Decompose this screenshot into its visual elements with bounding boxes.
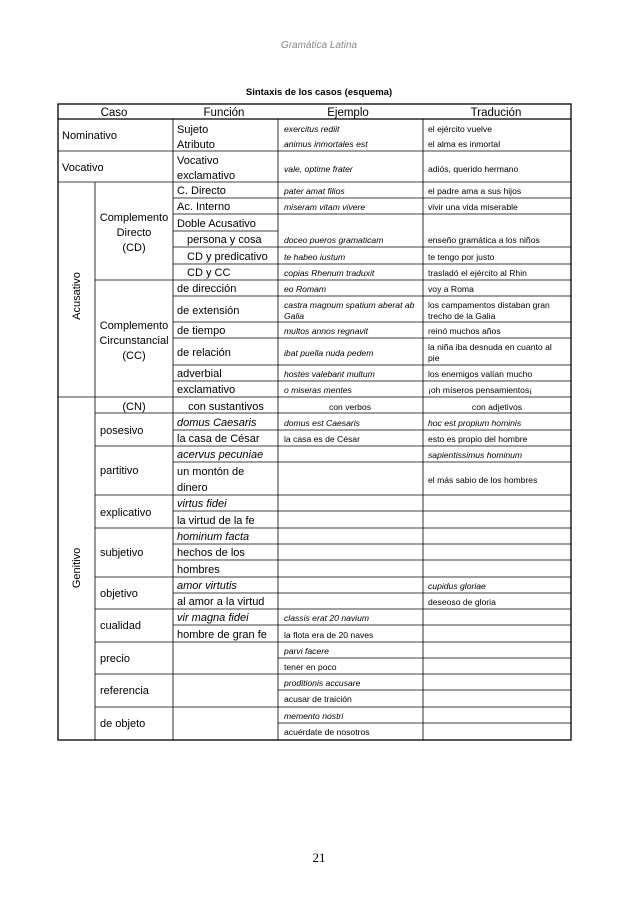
genitivo-de-objeto — [100, 711, 370, 737]
case-acusativo: Acusativo — [71, 272, 83, 320]
func-text: la virtud de la fe — [177, 515, 255, 527]
func-sujeto: Sujeto — [177, 124, 209, 136]
translation-text: cupidus gloriae — [428, 581, 486, 591]
translation-text: reinó muchos años — [428, 326, 501, 336]
subheader-verbos: con verbos — [328, 402, 372, 412]
translation-text: adiós, querido hermano — [428, 164, 519, 174]
func-text: CD y predicativo — [187, 251, 268, 263]
translation-text: ¡oh míseros pensamientos¡ — [428, 385, 533, 395]
example-text: memento nostri — [284, 711, 344, 721]
genitive-label: de objeto — [100, 718, 146, 730]
example-text: pater amat filios — [284, 186, 345, 196]
func-text: hombres — [177, 564, 220, 576]
example-text: hostes valebant multum — [284, 369, 375, 379]
translation-text: hoc est propium hominis — [428, 418, 522, 428]
col-header-traducion: Tradución — [470, 107, 522, 119]
translation-text: enseño gramática a los niños — [428, 235, 540, 245]
example-text: animus inmortales est — [284, 139, 368, 149]
translation-text: voy a Roma — [428, 284, 474, 294]
example-text: castra magnum spatium aberat ab — [284, 300, 415, 310]
example-text: te habeo iustum — [284, 252, 346, 262]
acusativo-rows — [177, 185, 552, 396]
func-text: hombre de gran fe — [177, 629, 267, 641]
example-text: proditionis accusare — [284, 678, 361, 688]
func-exclamativo: exclamativo — [177, 170, 236, 182]
example-text: acusar de traición — [284, 694, 352, 704]
genitive-label: referencia — [100, 685, 149, 697]
example-text: acuérdate de nosotros — [284, 727, 370, 737]
example-text: exercitus rediit — [284, 124, 340, 134]
translation-text: el ejército vuelve — [428, 124, 493, 134]
example-text: ibat puella nuda pedem — [284, 348, 374, 358]
cc-label-line: Circunstancial — [99, 335, 169, 347]
genitive-label: explicativo — [100, 507, 152, 519]
nominativo-section — [62, 124, 500, 151]
translation-text: los campamentos distaban gran — [428, 300, 550, 310]
example-text: copias Rhenum traduxit — [284, 268, 375, 278]
translation-text: la niña iba desnuda en cuanto al — [428, 342, 552, 352]
example-text: la flota era de 20 naves — [284, 630, 374, 640]
translation-text: trasladó el ejército al Rhin — [428, 268, 527, 278]
col-header-ejemplo: Ejemplo — [327, 107, 369, 119]
translation-text: deseoso de gloria — [428, 597, 496, 607]
func-text: domus Caesaris — [177, 417, 257, 429]
func-text: vir magna fidei — [177, 612, 249, 624]
example-text: vale, optime frater — [284, 164, 353, 174]
genitivo-subheader — [122, 401, 522, 413]
translation-text: esto es propio del hombre — [428, 434, 528, 444]
genitive-label: cualidad — [100, 620, 141, 632]
page-number: 21 — [312, 850, 326, 865]
func-text: persona y cosa — [187, 234, 262, 246]
genitivo-precio — [100, 646, 337, 672]
genitivo-explicativo — [100, 498, 255, 527]
translation-text: vivir una vida miserable — [428, 202, 518, 212]
func-text: Doble Acusativo — [177, 218, 256, 230]
func-text: hominum facta — [177, 531, 250, 543]
func-text: dinero — [177, 482, 208, 494]
example-text: Galia — [284, 311, 305, 321]
genitivo-cualidad — [100, 612, 373, 641]
func-text: un montón de — [177, 466, 245, 478]
func-text: adverbial — [177, 368, 222, 380]
table-title: Sintaxis de los casos (esquema) — [245, 87, 393, 98]
translation-text: el más sabio de los hombres — [428, 475, 538, 485]
vocativo-section — [62, 155, 519, 182]
func-text: al amor a la virtud — [177, 596, 265, 608]
func-text: de relación — [177, 347, 231, 359]
func-text: de dirección — [177, 283, 237, 295]
genitive-label: posesivo — [100, 425, 144, 437]
cd-label-line: Directo — [116, 227, 152, 239]
running-header: Gramática Latina — [280, 40, 358, 51]
func-text: C. Directo — [177, 185, 226, 197]
genitive-label: objetivo — [100, 588, 138, 600]
func-text: acervus pecuniae — [177, 449, 264, 461]
example-text: tener en poco — [284, 662, 337, 672]
translation-text: los enemigos valían mucho — [428, 369, 533, 379]
genitivo-subjetivo — [100, 531, 249, 576]
func-text: hechos de los — [177, 547, 245, 559]
cd-label-line: Complemento — [99, 212, 169, 224]
translation-text: el alma es inmortal — [428, 139, 501, 149]
cn-label: (CN) — [122, 401, 146, 413]
translation-text: pie — [428, 353, 440, 363]
example-text: classis erat 20 navium — [284, 613, 370, 623]
cc-label-line: Complemento — [99, 320, 169, 332]
example-text: miseram vitam vivere — [284, 202, 366, 212]
translation-text: el padre ama a sus hijos — [428, 186, 522, 196]
example-text: doceo pueros gramaticam — [284, 235, 384, 245]
case-nominativo: Nominativo — [62, 130, 118, 142]
func-vocativo: Vocativo — [177, 155, 219, 167]
func-text: exclamativo — [177, 384, 236, 396]
example-text: eo Romam — [284, 284, 327, 294]
genitivo-posesivo — [100, 417, 528, 445]
case-genitivo: Genitivo — [71, 547, 83, 589]
example-text: o miseras mentes — [284, 385, 352, 395]
genitive-label: partitivo — [100, 465, 139, 477]
acusativo-cd-label — [100, 212, 168, 254]
case-vocativo: Vocativo — [62, 162, 104, 174]
func-text: de extensión — [177, 305, 240, 317]
func-text: Ac. Interno — [177, 201, 231, 213]
cd-label-line: (CD) — [122, 242, 146, 254]
func-text: amor virtutis — [177, 580, 237, 592]
func-text: la casa de César — [177, 433, 260, 445]
genitivo-referencia — [100, 678, 361, 704]
genitive-label: precio — [100, 653, 130, 665]
example-text: domus est Caesaris — [284, 418, 360, 428]
func-text: CD y CC — [187, 267, 231, 279]
func-text: virtus fidei — [177, 498, 227, 510]
translation-text: trecho de la Galia — [428, 311, 496, 321]
subheader-adjetivos: con adjetivos — [471, 402, 523, 412]
translation-text: te tengo por justo — [428, 252, 495, 262]
col-header-caso: Caso — [100, 107, 128, 119]
genitivo-partitivo — [100, 449, 537, 494]
example-text: la casa es de César — [284, 434, 360, 444]
genitivo-objetivo — [100, 580, 496, 608]
cc-label-line: (CC) — [122, 350, 146, 362]
example-text: multos annos regnavit — [284, 326, 369, 336]
example-text: parvi facere — [284, 646, 329, 656]
translation-text: sapientissimus hominum — [428, 450, 523, 460]
table-header-row — [101, 107, 522, 119]
genitive-label: subjetivo — [100, 547, 144, 559]
func-atributo: Atributo — [177, 139, 215, 151]
acusativo-cc-label — [99, 320, 168, 362]
subheader-sustantivos: con sustantivos — [188, 401, 264, 413]
func-text: de tiempo — [177, 325, 226, 337]
col-header-funcion: Función — [203, 107, 245, 119]
